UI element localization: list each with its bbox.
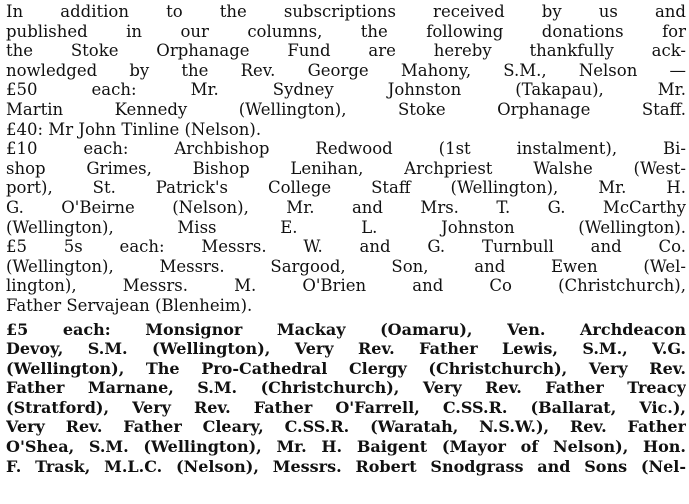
intro-paragraph xyxy=(6,2,686,80)
donation-40-paragraph xyxy=(6,120,686,140)
text-line: G. O'Beirne (Nelson), Mr. and Mrs. T. G. McCarthy xyxy=(6,197,686,217)
text-line: port), St. Patrick's College Staff (Wellington), Mr. H. xyxy=(6,178,686,198)
text-line: Father Servajean (Blenheim). xyxy=(6,295,253,315)
newspaper-article xyxy=(6,2,686,476)
text-line: Father Marnane, S.M. (Christchurch), Very Rev. Father Treacy xyxy=(6,378,686,398)
donation-50-paragraph xyxy=(6,80,686,119)
text-line: (Wellington), Messrs. Sargood, Son, and Ewen (Wel- xyxy=(6,256,686,276)
text-line: lington), Messrs. M. O'Brien and Co (Christchurch), xyxy=(6,276,686,296)
text-line: £50 each: Mr. Sydney Johnston (Takapau), Mr. xyxy=(6,80,686,100)
text-line: £5 each: Monsignor Mackay (Oamaru), Ven. Archdeacon xyxy=(6,319,686,339)
text-line: Devoy, S.M. (Wellington), Very Rev. Father Lewis, S.M., V.G. xyxy=(6,339,686,359)
donation-10-paragraph xyxy=(6,139,686,237)
text-line: (Stratford), Very Rev. Father O'Farrell, C.SS.R. (Ballarat, Vic.), xyxy=(6,397,686,417)
text-line: In addition to the subscriptions received by us and xyxy=(6,2,686,21)
text-line: £40: Mr John Tinline (Nelson). xyxy=(6,119,262,139)
donation-5-5s-paragraph xyxy=(6,237,686,315)
donation-5-paragraph xyxy=(6,320,686,477)
text-line: (Wellington), Miss E. L. Johnston (Wellington). xyxy=(6,217,686,237)
text-line: Martin Kennedy (Wellington), Stoke Orphanage Staff. xyxy=(6,99,686,119)
text-line: (Wellington), The Pro-Cathedral Clergy (Christchurch), Very Rev. xyxy=(6,358,686,378)
text-line: £10 each: Archbishop Redwood (1st instalment), Bi- xyxy=(6,139,686,159)
text-line: Very Rev. Father Cleary, C.SS.R. (Waratah, N.S.W.), Rev. Father xyxy=(6,417,686,437)
text-line: published in our columns, the following donations for xyxy=(6,21,686,41)
text-line: £5 5s each: Messrs. W. and G. Turnbull and Co. xyxy=(6,237,686,257)
text-line: the Stoke Orphanage Fund are hereby thankfully ack- xyxy=(6,41,686,61)
text-line: O'Shea, S.M. (Wellington), Mr. H. Baigent (Mayor of Nelson), Hon. xyxy=(6,437,686,457)
text-line: nowledged by the Rev. George Mahony, S.M., Nelson — xyxy=(6,60,686,80)
text-line: shop Grimes, Bishop Lenihan, Archpriest Walshe (West- xyxy=(6,158,686,178)
text-line: F. Trask, M.L.C. (Nelson), Messrs. Robert Snodgrass and Sons (Nel- xyxy=(6,456,686,476)
